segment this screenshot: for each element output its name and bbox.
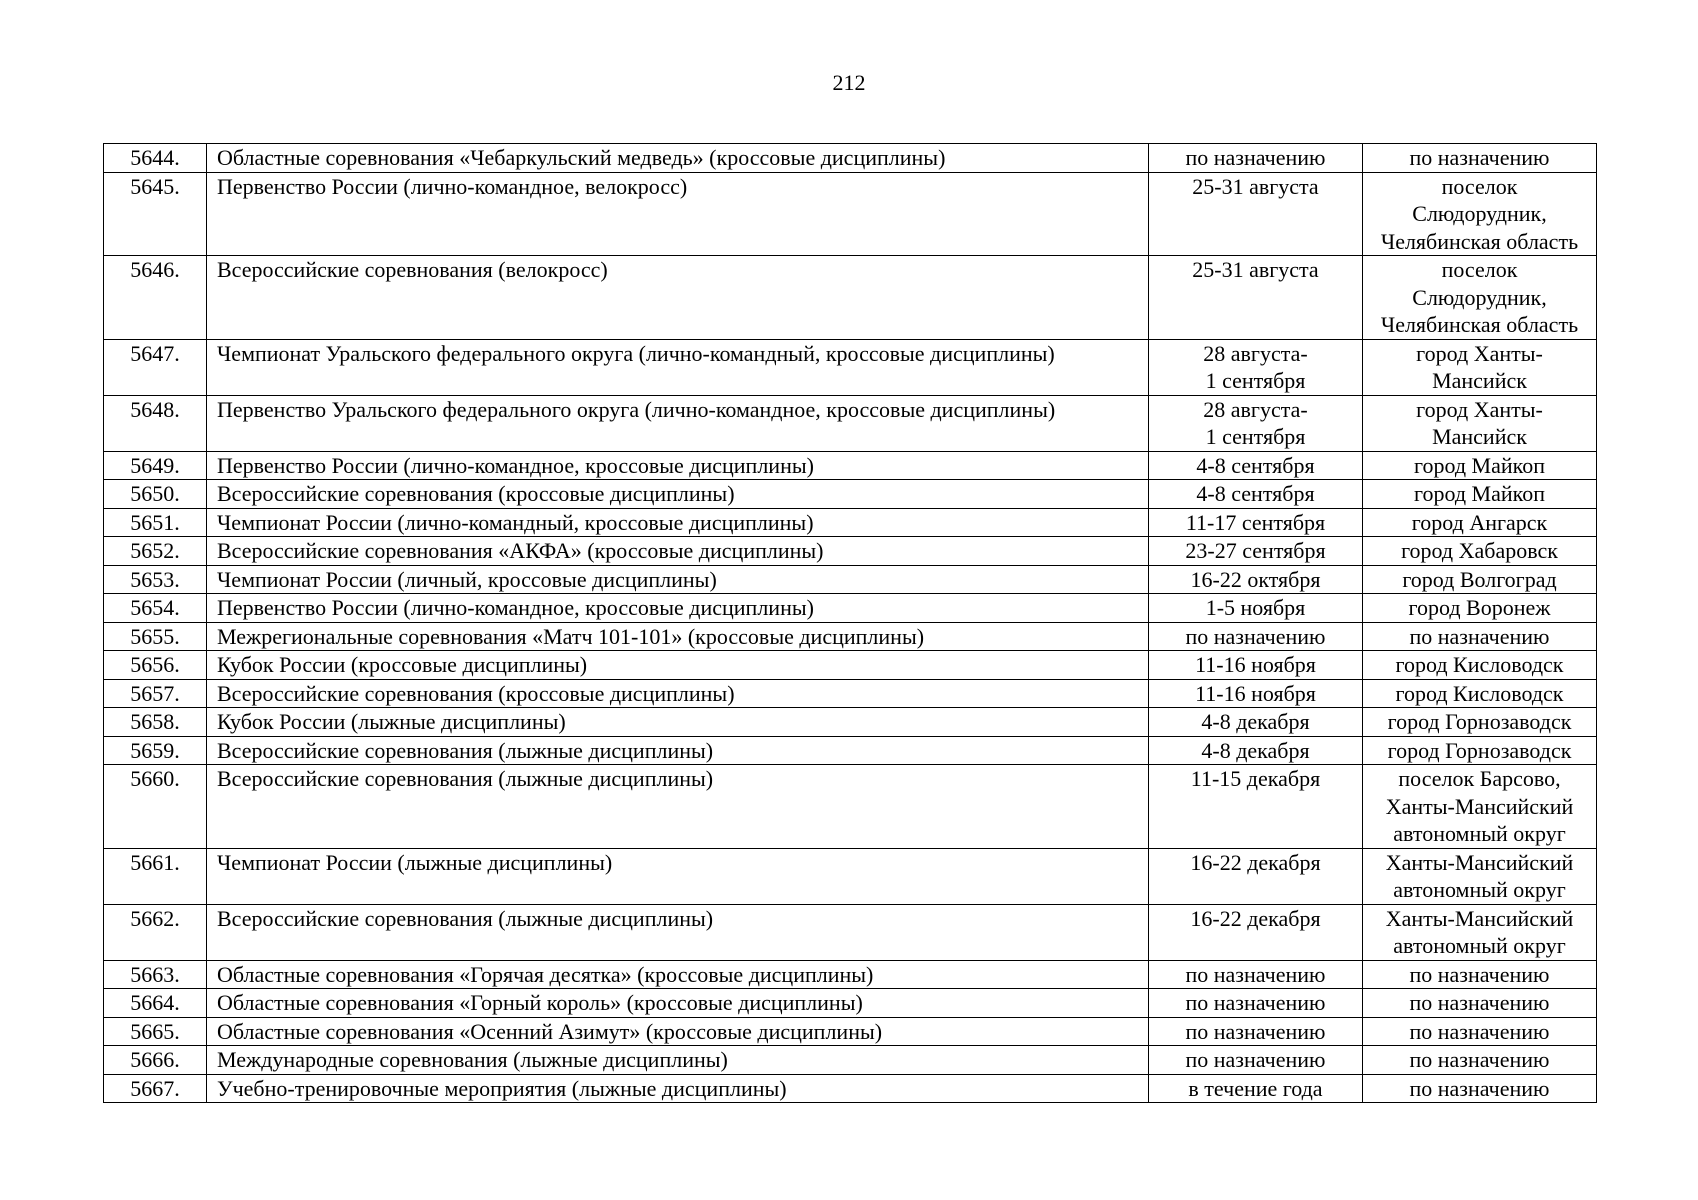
table-row [104, 395, 1597, 451]
event-name: Чемпионат России (лыжные дисциплины) [207, 848, 1149, 904]
table-row [104, 708, 1597, 737]
table-row [104, 960, 1597, 989]
event-place-line: автономный округ [1393, 877, 1566, 902]
event-date [1149, 537, 1363, 566]
event-place-line: город Майкоп [1414, 452, 1545, 478]
event-place [1363, 960, 1597, 989]
event-place-line: по назначению [1409, 961, 1550, 987]
event-place [1363, 144, 1597, 173]
event-place-line: Ханты-Мансийский [1385, 905, 1574, 931]
event-name: Чемпионат Уральского федерального округа (лично-командный, кроссовые дисциплины) [207, 339, 1149, 395]
event-name: Всероссийские соревнования (лыжные дисциплины) [207, 904, 1149, 960]
event-place-line: Ханты-Мансийский [1385, 849, 1574, 875]
event-date-line: 1 сентября [1205, 424, 1306, 449]
page-number: 212 [832, 70, 866, 95]
event-date [1149, 451, 1363, 480]
event-date-line: 23-27 сентября [1185, 538, 1326, 563]
event-name: Чемпионат России (личный, кроссовые дисциплины) [207, 565, 1149, 594]
event-name: Чемпионат России (лично-командный, кроссовые дисциплины) [207, 508, 1149, 537]
event-date [1149, 622, 1363, 651]
events-table [103, 143, 1597, 1103]
event-place [1363, 508, 1597, 537]
event-name: Всероссийские соревнования (лыжные дисциплины) [207, 736, 1149, 765]
table-row [104, 651, 1597, 680]
event-date [1149, 339, 1363, 395]
table-row [104, 1046, 1597, 1075]
event-date-line: 16-22 декабря [1190, 905, 1321, 931]
row-number: 5649. [104, 451, 207, 480]
row-number: 5665. [104, 1017, 207, 1046]
event-name: Областные соревнования «Горный король» (кроссовые дисциплины) [207, 989, 1149, 1018]
event-date-line: 4-8 декабря [1201, 709, 1310, 734]
event-place [1363, 172, 1597, 256]
row-number: 5659. [104, 736, 207, 765]
event-place-line: город Кисловодск [1395, 680, 1564, 706]
event-place [1363, 708, 1597, 737]
row-number: 5656. [104, 651, 207, 680]
event-name: Учебно-тренировочные мероприятия (лыжные дисциплины) [207, 1074, 1149, 1103]
row-number: 5658. [104, 708, 207, 737]
event-date-line: по назначению [1185, 990, 1326, 1015]
row-number: 5645. [104, 172, 207, 256]
row-number: 5644. [104, 144, 207, 173]
row-number: 5666. [104, 1046, 207, 1075]
event-place-line: поселок [1441, 257, 1518, 282]
event-date-line: в течение года [1188, 1075, 1323, 1101]
event-place [1363, 765, 1597, 849]
event-name: Всероссийские соревнования (кроссовые дисциплины) [207, 679, 1149, 708]
event-date [1149, 989, 1363, 1018]
row-number: 5652. [104, 537, 207, 566]
event-name: Первенство России (лично-командное, кроссовые дисциплины) [207, 451, 1149, 480]
event-place-line: Челябинская область [1380, 312, 1579, 337]
event-date [1149, 651, 1363, 680]
event-place [1363, 256, 1597, 340]
event-name: Межрегиональные соревнования «Матч 101-101» (кроссовые дисциплины) [207, 622, 1149, 651]
table-row [104, 565, 1597, 594]
event-name: Областные соревнования «Осенний Азимут» (кроссовые дисциплины) [207, 1017, 1149, 1046]
event-date [1149, 765, 1363, 849]
event-place-line: Мансийск [1432, 424, 1527, 449]
row-number: 5654. [104, 594, 207, 623]
row-number: 5662. [104, 904, 207, 960]
event-date-line: по назначению [1185, 145, 1326, 170]
event-date [1149, 1074, 1363, 1103]
row-number: 5664. [104, 989, 207, 1018]
event-date [1149, 1017, 1363, 1046]
event-place-line: поселок [1441, 173, 1518, 199]
event-name: Областные соревнования «Чебаркульский медведь» (кроссовые дисциплины) [207, 144, 1149, 173]
event-date-line: 4-8 сентября [1196, 452, 1315, 478]
row-number: 5650. [104, 480, 207, 509]
event-place-line: по назначению [1409, 1018, 1550, 1044]
event-place-line: город Кисловодск [1395, 652, 1564, 677]
event-date-line: 16-22 декабря [1190, 849, 1321, 875]
row-number: 5663. [104, 960, 207, 989]
event-name: Международные соревнования (лыжные дисциплины) [207, 1046, 1149, 1075]
event-date [1149, 594, 1363, 623]
event-name: Первенство России (лично-командное, кроссовые дисциплины) [207, 594, 1149, 623]
event-date [1149, 708, 1363, 737]
table-row [104, 144, 1597, 173]
event-place-line: Мансийск [1432, 368, 1527, 393]
event-place [1363, 736, 1597, 765]
event-place-line: город Волгоград [1402, 566, 1557, 592]
event-date [1149, 1046, 1363, 1075]
row-number: 5648. [104, 395, 207, 451]
event-date-line: 28 августа- [1203, 340, 1308, 366]
table-row [104, 1017, 1597, 1046]
row-number: 5667. [104, 1074, 207, 1103]
event-name: Всероссийские соревнования «АКФА» (кроссовые дисциплины) [207, 537, 1149, 566]
event-date-line: 25-31 августа [1192, 173, 1319, 199]
event-date [1149, 172, 1363, 256]
event-place [1363, 989, 1597, 1018]
event-place [1363, 594, 1597, 623]
event-place [1363, 451, 1597, 480]
event-date [1149, 256, 1363, 340]
event-date-line: 11-16 ноября [1195, 652, 1316, 677]
event-date-line: по назначению [1185, 1018, 1326, 1044]
event-date [1149, 144, 1363, 173]
event-name: Кубок России (кроссовые дисциплины) [207, 651, 1149, 680]
event-place-line: по назначению [1409, 623, 1550, 649]
table-row [104, 848, 1597, 904]
event-place-line: поселок Барсово, [1398, 766, 1561, 791]
event-date [1149, 904, 1363, 960]
event-date [1149, 508, 1363, 537]
event-date-line: 11-15 декабря [1190, 766, 1321, 791]
table-row [104, 339, 1597, 395]
event-place-line: Слюдорудник, [1412, 201, 1547, 226]
row-number: 5657. [104, 679, 207, 708]
event-place-line: Слюдорудник, [1412, 284, 1547, 310]
event-place-line: по назначению [1409, 1075, 1550, 1101]
event-date-line: 11-16 ноября [1195, 680, 1316, 706]
event-name: Всероссийские соревнования (велокросс) [207, 256, 1149, 340]
event-date-line: 4-8 декабря [1201, 737, 1310, 763]
event-date [1149, 848, 1363, 904]
event-date-line: по назначению [1185, 623, 1326, 649]
table-row [104, 679, 1597, 708]
row-number: 5661. [104, 848, 207, 904]
row-number: 5647. [104, 339, 207, 395]
table-row [104, 480, 1597, 509]
event-place [1363, 622, 1597, 651]
event-date-line: 16-22 октября [1190, 566, 1321, 592]
table-row [104, 736, 1597, 765]
events-table-body [104, 144, 1597, 1103]
event-place [1363, 1017, 1597, 1046]
table-row [104, 1074, 1597, 1103]
event-place-line: город Ангарск [1411, 509, 1548, 535]
event-place-line: автономный округ [1393, 821, 1566, 846]
row-number: 5655. [104, 622, 207, 651]
event-date-line: 1-5 ноября [1205, 595, 1306, 620]
event-place-line: город Горнозаводск [1387, 709, 1572, 734]
event-place-line: город Хабаровск [1401, 538, 1558, 563]
event-date-line: 4-8 сентября [1196, 481, 1315, 506]
table-row [104, 989, 1597, 1018]
event-date [1149, 395, 1363, 451]
event-place [1363, 679, 1597, 708]
event-place-line: по назначению [1409, 990, 1550, 1015]
event-date-line: 1 сентября [1205, 368, 1306, 393]
table-row [104, 508, 1597, 537]
table-row [104, 172, 1597, 256]
event-place [1363, 565, 1597, 594]
event-name: Всероссийские соревнования (кроссовые дисциплины) [207, 480, 1149, 509]
row-number: 5646. [104, 256, 207, 340]
event-place [1363, 480, 1597, 509]
event-date-line: 28 августа- [1203, 396, 1308, 422]
event-place [1363, 848, 1597, 904]
event-name: Первенство Уральского федерального округа (лично-командное, кроссовые дисциплины) [207, 395, 1149, 451]
event-date [1149, 679, 1363, 708]
event-place-line: город Майкоп [1414, 481, 1545, 506]
table-row [104, 904, 1597, 960]
row-number: 5651. [104, 508, 207, 537]
event-place-line: Челябинская область [1380, 228, 1579, 254]
event-date-line: по назначению [1185, 1047, 1326, 1072]
event-place-line: город Воронеж [1408, 595, 1551, 620]
event-place-line: город Горнозаводск [1387, 737, 1572, 763]
table-row [104, 256, 1597, 340]
event-place [1363, 904, 1597, 960]
row-number: 5653. [104, 565, 207, 594]
event-place-line: город Ханты- [1416, 396, 1543, 422]
event-place-line: по назначению [1409, 1047, 1550, 1072]
event-place [1363, 395, 1597, 451]
event-date [1149, 565, 1363, 594]
event-date [1149, 736, 1363, 765]
event-place [1363, 651, 1597, 680]
event-place-line: Ханты-Мансийский [1385, 793, 1574, 819]
table-row [104, 765, 1597, 849]
row-number: 5660. [104, 765, 207, 849]
event-place-line: по назначению [1409, 145, 1550, 170]
event-date [1149, 960, 1363, 989]
event-name: Кубок России (лыжные дисциплины) [207, 708, 1149, 737]
event-name: Областные соревнования «Горячая десятка» (кроссовые дисциплины) [207, 960, 1149, 989]
event-place-line: город Ханты- [1416, 340, 1543, 366]
table-row [104, 622, 1597, 651]
event-date-line: по назначению [1185, 961, 1326, 987]
table-row [104, 594, 1597, 623]
event-date-line: 11-17 сентября [1185, 509, 1326, 535]
table-row [104, 451, 1597, 480]
table-row [104, 537, 1597, 566]
event-date [1149, 480, 1363, 509]
event-date-line: 25-31 августа [1192, 257, 1319, 282]
event-place [1363, 1046, 1597, 1075]
event-place [1363, 537, 1597, 566]
event-place [1363, 339, 1597, 395]
event-name: Всероссийские соревнования (лыжные дисциплины) [207, 765, 1149, 849]
event-place-line: автономный округ [1393, 933, 1566, 958]
event-place [1363, 1074, 1597, 1103]
event-name: Первенство России (лично-командное, велокросс) [207, 172, 1149, 256]
